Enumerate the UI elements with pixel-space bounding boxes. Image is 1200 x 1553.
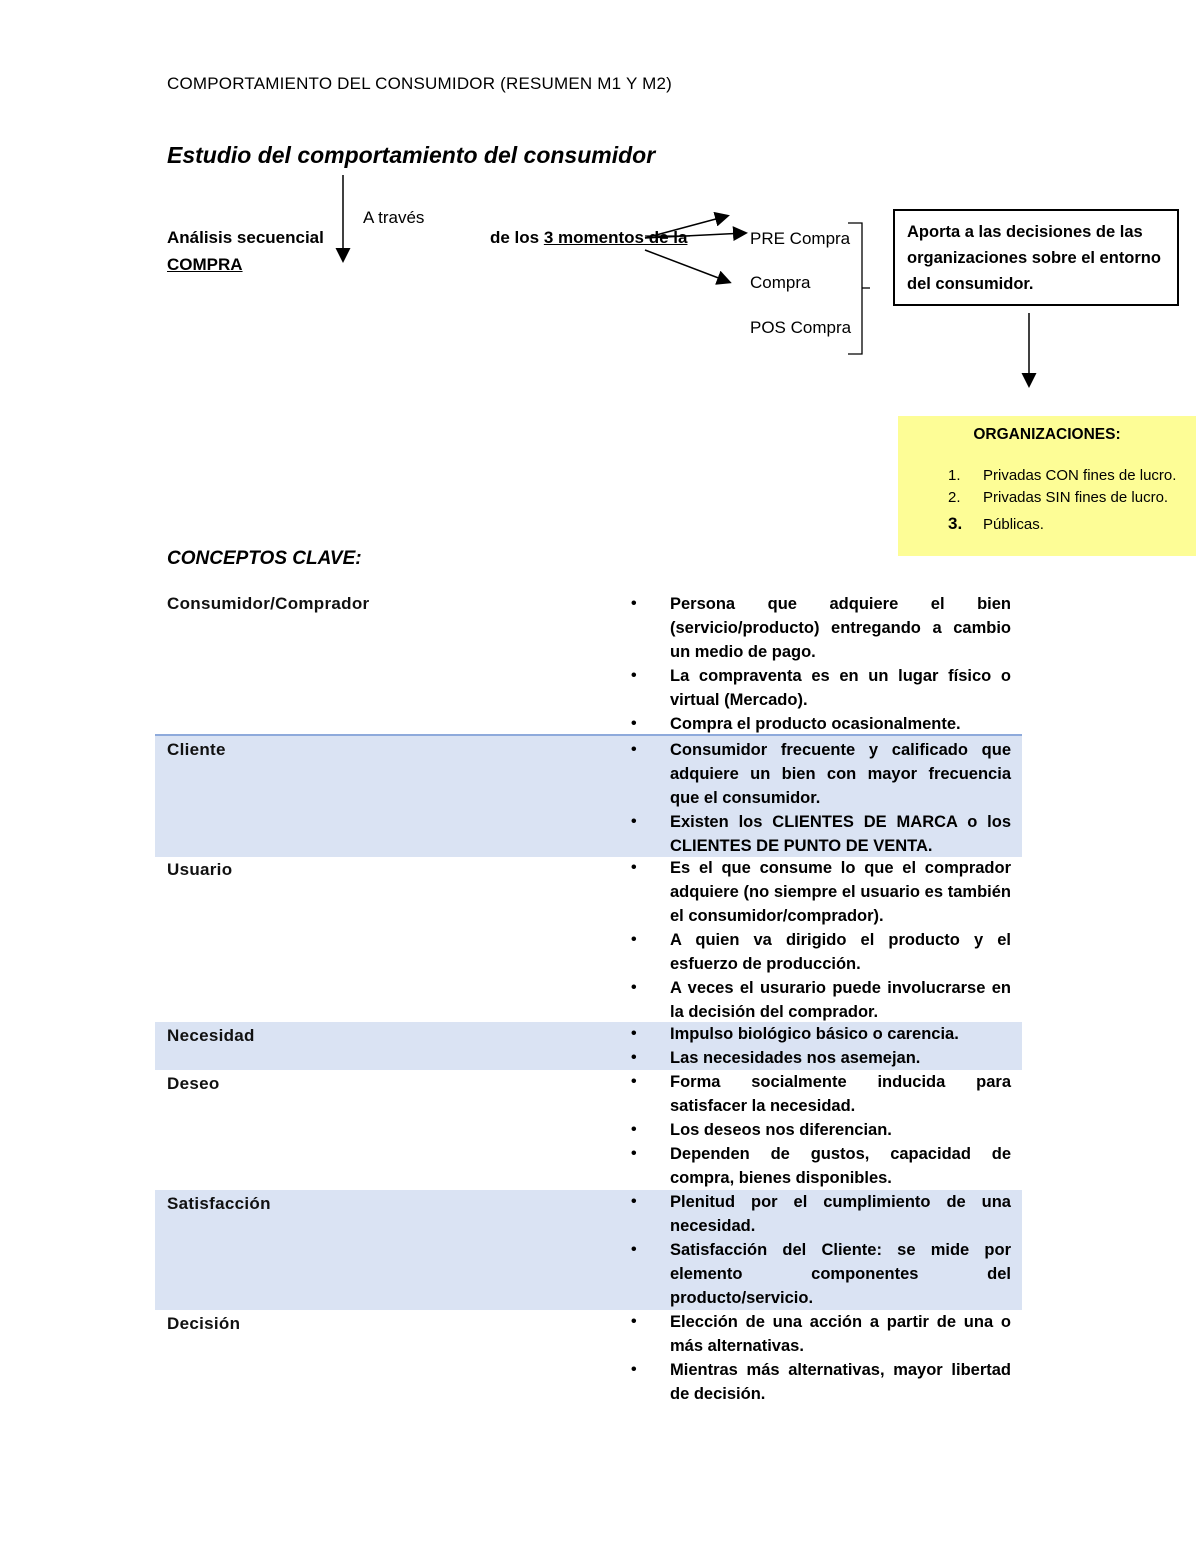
concept-bullets [631, 1022, 1035, 1070]
concept-term: Necesidad [167, 1026, 255, 1045]
list-item: • Dependen de gustos, capacidad de compra, bienes disponibles. [631, 1145, 1011, 1187]
concept-term: Satisfacción [167, 1194, 271, 1213]
stage-compra: Compra [750, 273, 811, 292]
concept-bullets [631, 1310, 1035, 1406]
organizaciones-title: ORGANIZACIONES: [973, 426, 1121, 443]
momentos-label: de los 3 momentos de la [490, 228, 688, 247]
concept-bullets [631, 1190, 1035, 1310]
list-item: • Compra el producto ocasionalmente. [631, 715, 961, 733]
a-traves-label: A través [363, 208, 425, 227]
analysis-label: Análisis secuencial [167, 228, 324, 247]
org-item: Privadas SIN fines de lucro. [983, 489, 1169, 506]
list-item: • Mientras más alternativas, mayor libertad de decisión. [631, 1361, 1011, 1403]
org-item-number: 3. [948, 514, 963, 533]
concept-term: Cliente [167, 740, 226, 759]
list-item: • Satisfacción del Cliente: se mide por elemento componentes del producto/servicio. [631, 1241, 1011, 1307]
contribution-box: Aporta a las decisiones de las organizaciones sobre el entorno del consumidor. [893, 209, 1179, 306]
list-item: • A veces el usurario puede involucrarse en la decisión del comprador. [631, 979, 1011, 1021]
table-row [155, 1070, 1022, 1190]
concepts-title: CONCEPTOS CLAVE: [167, 548, 362, 569]
list-item: • Los deseos nos diferencian. [631, 1121, 892, 1139]
concept-bullets [631, 738, 1035, 858]
table-row [155, 590, 1022, 735]
list-item: • Elección de una acción a partir de una o más alternativas. [631, 1313, 1011, 1355]
stage-pos-compra: POS Compra [750, 318, 852, 337]
concept-term: Usuario [167, 860, 233, 879]
list-item: • Persona que adquiere el bien (servicio/producto) entregando a cambio un medio de pago. [631, 595, 1011, 661]
table-row [155, 1190, 1022, 1310]
list-item: • Impulso biológico básico o carencia. [631, 1025, 959, 1043]
org-item: Privadas CON fines de lucro. [983, 467, 1177, 484]
list-item: • Las necesidades nos asemejan. [631, 1049, 921, 1067]
list-item: • Forma socialmente inducida para satisfacer la necesidad. [631, 1073, 1011, 1115]
table-row [155, 734, 1022, 857]
document-header: COMPORTAMIENTO DEL CONSUMIDOR (RESUMEN M1 Y M2) [167, 74, 672, 93]
concept-bullets [631, 592, 1035, 736]
table-row [155, 856, 1022, 1022]
page-title: Estudio del comportamiento del consumidor [167, 142, 656, 168]
list-item: • A quien va dirigido el producto y el esfuerzo de producción. [631, 931, 1011, 973]
list-item: • Plenitud por el cumplimiento de una necesidad. [631, 1193, 1011, 1235]
org-item-number: 1. [948, 467, 961, 484]
list-item: • Existen los CLIENTES DE MARCA o los CLIENTES DE PUNTO DE VENTA. [631, 813, 1011, 855]
arrow-to-compra [645, 250, 729, 282]
concept-term: Decisión [167, 1314, 241, 1333]
concept-term: Deseo [167, 1074, 220, 1093]
concept-bullets [631, 1070, 1035, 1190]
list-item: • Es el que consume lo que el comprador adquiere (no siempre el usuario es también el consumidor/comprador). [631, 859, 1011, 925]
list-item: • La compraventa es en un lugar físico o virtual (Mercado). [631, 667, 1011, 709]
stage-pre-compra: PRE Compra [750, 229, 851, 248]
table-row [155, 1310, 1022, 1410]
flow-diagram-arrows [0, 0, 1200, 400]
organizaciones-panel [898, 416, 1196, 556]
concept-bullets [631, 856, 1035, 1024]
concept-term: Consumidor/Comprador [167, 594, 370, 613]
compra-label: COMPRA [167, 255, 243, 274]
table-row [155, 1022, 1022, 1070]
org-item: Públicas. [983, 516, 1044, 533]
org-item-number: 2. [948, 489, 961, 506]
list-item: • Consumidor frecuente y calificado que adquiere un bien con mayor frecuencia que el consumidor. [631, 741, 1011, 807]
